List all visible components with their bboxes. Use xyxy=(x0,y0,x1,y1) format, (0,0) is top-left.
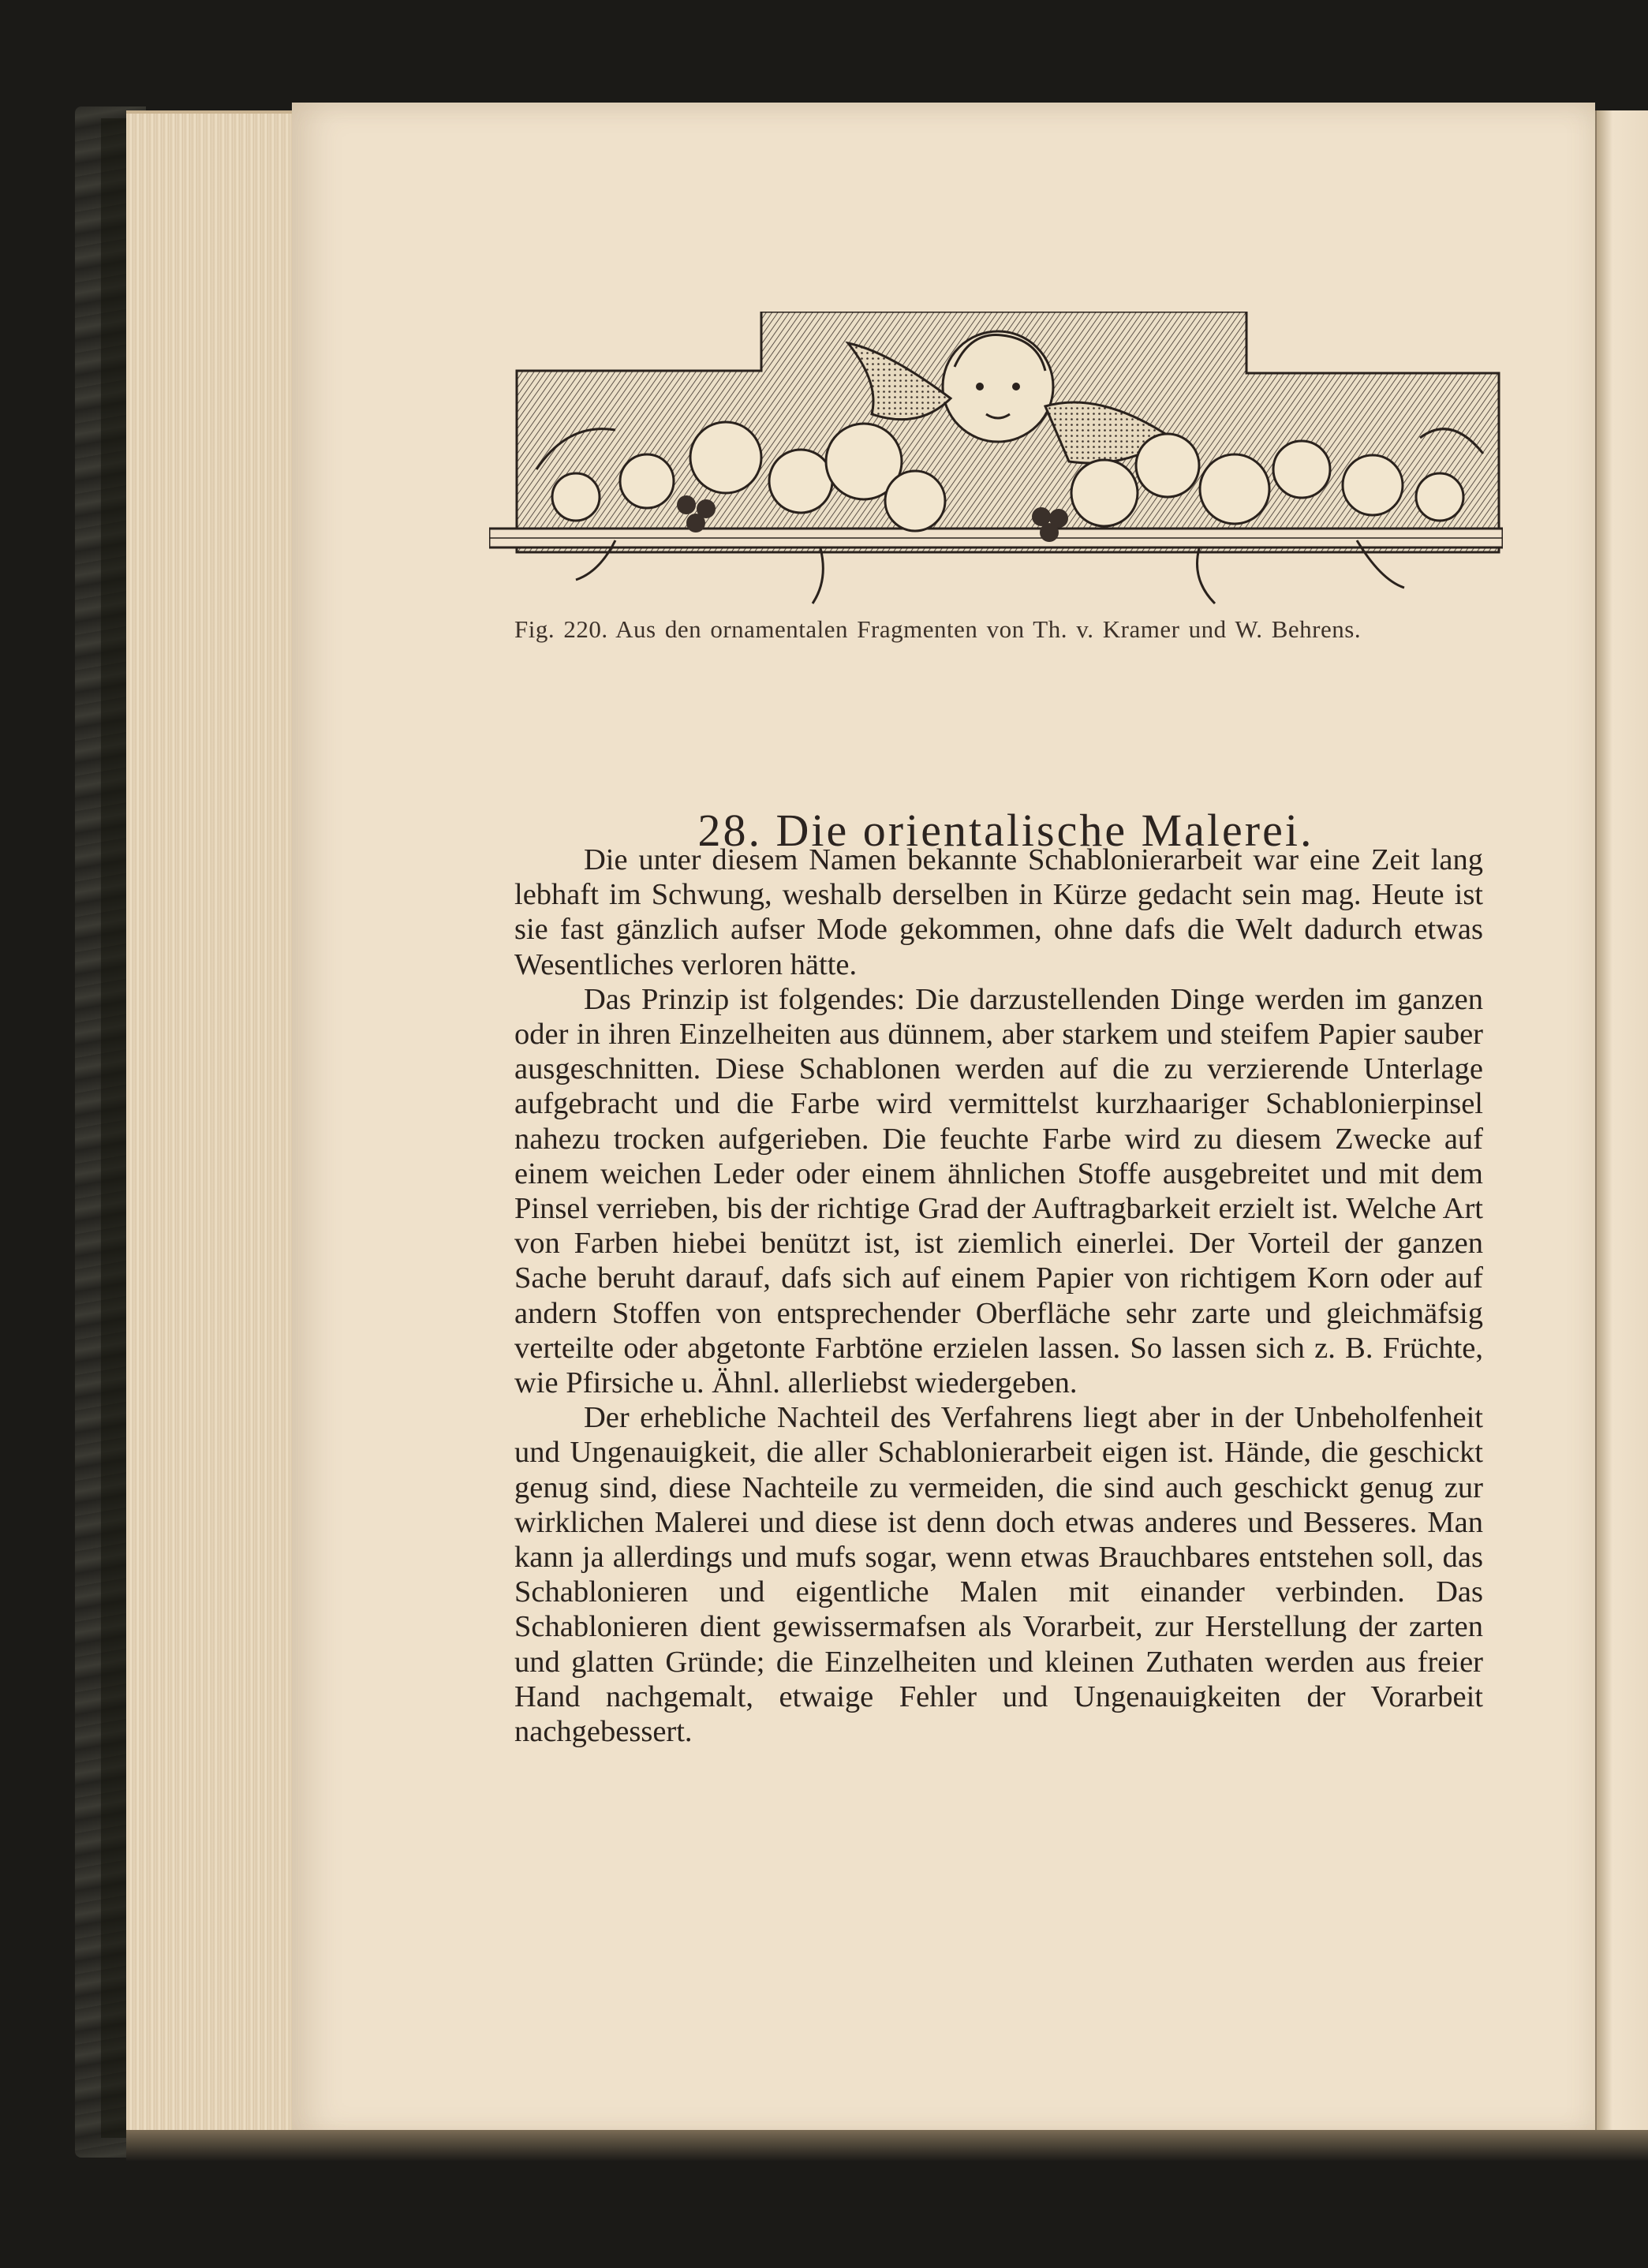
paragraph: Die unter diesem Namen bekannte Schablonierarbeit war eine Zeit lang lebhaft im Schwung, weshalb derselben in Kürze gedacht sein mag. Heute ist sie fast gänzlich aufser Mode gekommen, ohne dafs die Welt dadurch etwas Wesentliches verloren hätte. xyxy=(514,843,1483,981)
page-stack-edge xyxy=(126,110,304,2140)
facing-page-edge xyxy=(1595,110,1648,2130)
section-heading: 28. Die orientalische Malerei. xyxy=(697,804,1314,856)
paragraph: Der erhebliche Nachteil des Verfahrens liegt aber in der Unbeholfenheit und Ungenauigkeit, die aller Schablonierarbeit eigen ist. Hände, die geschickt genug sind, diese Nachteile zu vermeiden, die sind auch geschickt genug zur wirklichen Malerei und diese ist denn doch etwas anderes und Besseres. Man kann ja allerdings und mufs sogar, wenn etwas Brauchbares entstehen soll, das Schablonieren und eigentliche Malen mit einander verbinden. Das Schablonieren dient gewissermafsen als Vorarbeit, zur Herstellung der zarten und glatten Gründe; die Einzelheiten und kleinen Zuthaten werden aus freier Hand nachgemalt, etwaige Fehler und Ungenauigkeiten der Vorarbeit nachgebessert. xyxy=(514,1401,1483,1749)
book-bottom-shadow xyxy=(126,2130,1648,2162)
ornament-illustration xyxy=(489,312,1503,615)
book-spine-shadow xyxy=(101,118,129,2138)
body-text xyxy=(514,843,1483,1749)
figure-caption: Fig. 220. Aus den ornamentalen Fragmenten von Th. v. Kramer und W. Behrens. xyxy=(514,615,1362,643)
paragraph: Das Prinzip ist folgendes: Die darzustellenden Dinge werden im ganzen oder in ihren Einzelheiten aus dünnem, aber starkem und steifem Papier sauber ausgeschnitten. Diese Schablonen werden auf die zu verzierende Unterlage aufgebracht und die Farbe wird vermittelst kurzhaariger Schablonierpinsel nahezu trocken aufgerieben. Die feuchte Farbe wird zu diesem Zwecke auf einem weichen Leder oder einem ähnlichen Stoffe ausgebreitet und mit dem Pinsel verrieben, bis der richtige Grad der Auftragbarkeit erzielt ist. Welche Art von Farben hiebei benützt ist, ist ziemlich einerlei. Der Vorteil der ganzen Sache beruht darauf, dafs sich auf einem Papier von richtigem Korn oder auf andern Stoffen von entsprechender Oberfläche sehr zarte und gleichmäfsig verteilte oder abgetonte Farbtöne erzielen lassen. So lassen sich z. B. Früchte, wie Pfirsiche u. Ähnl. allerliebst wiedergeben. xyxy=(514,982,1483,1400)
